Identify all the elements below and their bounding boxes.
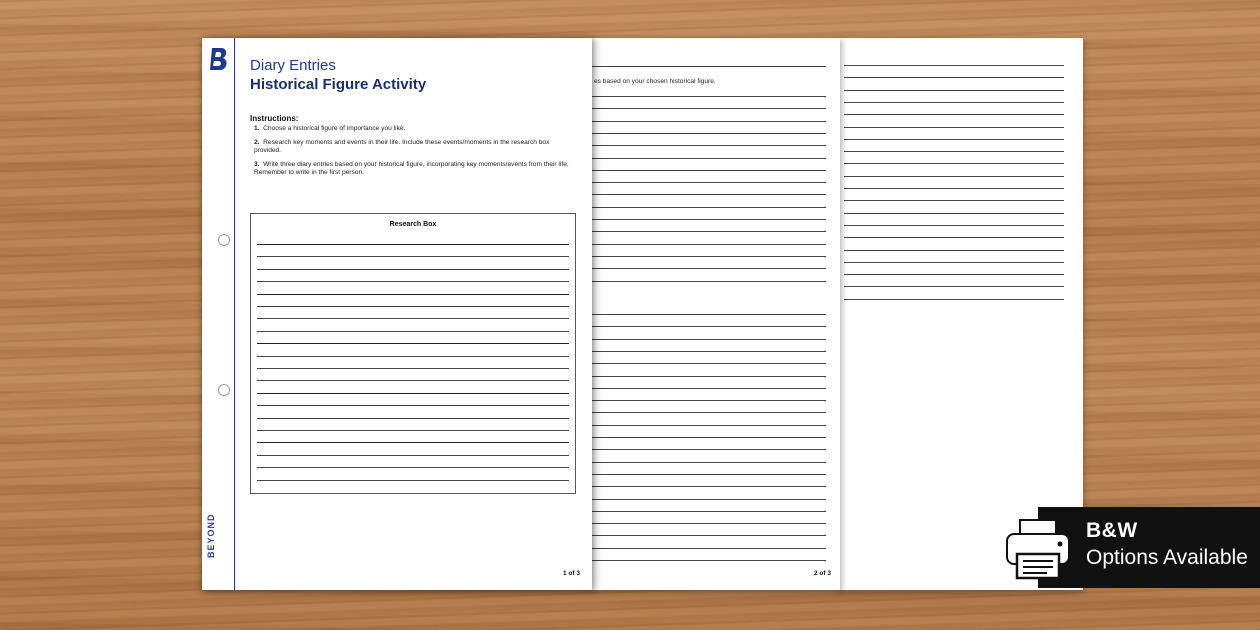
writing-line	[844, 225, 1064, 226]
writing-line	[592, 339, 826, 340]
writing-line	[844, 274, 1064, 275]
writing-line	[592, 170, 826, 171]
writing-line	[257, 393, 569, 394]
writing-line	[592, 548, 826, 549]
research-box-title: Research Box	[389, 221, 437, 228]
instructions-list	[254, 125, 578, 183]
writing-line	[592, 244, 826, 245]
writing-line	[844, 163, 1064, 164]
writing-line	[257, 331, 569, 332]
instructions-heading: Instructions:	[250, 114, 299, 123]
writing-line	[592, 256, 826, 257]
writing-line	[257, 368, 569, 369]
instruction-item: 2. Research key moments and events in their life. Include these events/moments in the research box provided.	[254, 139, 550, 154]
brand-sidebar	[202, 38, 235, 590]
writing-line	[592, 535, 826, 536]
worksheet-title: Historical Figure Activity	[250, 76, 427, 93]
writing-line	[844, 102, 1064, 103]
writing-line	[592, 388, 826, 389]
writing-line	[592, 437, 826, 438]
writing-line	[592, 133, 826, 134]
writing-line	[592, 66, 826, 67]
writing-line	[592, 158, 826, 159]
punch-hole	[218, 234, 230, 246]
writing-line	[592, 376, 826, 377]
page-number: 1 of 3	[563, 570, 580, 577]
writing-line	[257, 455, 569, 456]
writing-line	[592, 231, 826, 232]
writing-line	[844, 114, 1064, 115]
writing-line	[844, 90, 1064, 91]
writing-line	[592, 314, 826, 315]
writing-line	[844, 286, 1064, 287]
beyond-logo-icon	[207, 46, 231, 74]
writing-line	[257, 281, 569, 282]
writing-line	[592, 326, 826, 327]
writing-line	[592, 182, 826, 183]
writing-line	[844, 77, 1064, 78]
writing-line	[844, 188, 1064, 189]
worksheet-page-2	[588, 38, 840, 590]
writing-line	[257, 294, 569, 295]
writing-line	[257, 256, 569, 257]
brand-label: BEYOND	[206, 513, 216, 558]
writing-line	[257, 318, 569, 319]
writing-line	[844, 139, 1064, 140]
writing-line	[257, 480, 569, 481]
writing-line	[592, 121, 826, 122]
writing-line	[592, 96, 826, 97]
writing-line	[592, 449, 826, 450]
worksheet-subtitle: Diary Entries	[250, 57, 336, 74]
writing-line	[257, 343, 569, 344]
writing-line	[844, 237, 1064, 238]
writing-line	[592, 108, 826, 109]
writing-line	[592, 363, 826, 364]
writing-line	[257, 405, 569, 406]
writing-line	[592, 474, 826, 475]
writing-line	[592, 268, 826, 269]
writing-line	[844, 213, 1064, 214]
writing-line	[592, 523, 826, 524]
writing-line	[592, 462, 826, 463]
writing-line	[592, 145, 826, 146]
writing-line	[257, 418, 569, 419]
worksheet-page-1	[202, 38, 592, 590]
writing-line	[592, 560, 826, 561]
partial-instruction-text: es based on your chosen historical figure.	[594, 78, 716, 85]
writing-line	[844, 151, 1064, 152]
instruction-item: 3. Write three diary entries based on your historical figure, incorporating key moments/events from their life. Remember to write in the first person.	[254, 161, 569, 176]
page-number: 2 of 3	[814, 570, 831, 577]
writing-line	[592, 511, 826, 512]
writing-line	[257, 430, 569, 431]
writing-line	[257, 356, 569, 357]
writing-line	[257, 380, 569, 381]
writing-line	[844, 176, 1064, 177]
writing-line	[592, 281, 826, 282]
writing-line	[844, 299, 1064, 300]
writing-line	[592, 499, 826, 500]
punch-hole	[218, 384, 230, 396]
writing-line	[592, 486, 826, 487]
printer-icon	[1003, 518, 1073, 580]
writing-line	[844, 65, 1064, 66]
writing-line	[592, 351, 826, 352]
writing-line	[592, 194, 826, 195]
writing-line	[592, 400, 826, 401]
writing-line	[844, 127, 1064, 128]
writing-line	[844, 200, 1064, 201]
writing-line	[592, 207, 826, 208]
badge-title: B&W	[1086, 519, 1138, 542]
writing-line	[592, 412, 826, 413]
badge-subtitle: Options Available	[1086, 546, 1248, 569]
writing-line	[844, 250, 1064, 251]
writing-line	[592, 425, 826, 426]
writing-line	[844, 262, 1064, 263]
writing-line	[257, 269, 569, 270]
writing-line	[592, 219, 826, 220]
writing-line	[257, 244, 569, 245]
writing-line	[257, 306, 569, 307]
research-box	[250, 213, 576, 494]
writing-line	[257, 467, 569, 468]
instruction-item: 1. Choose a historical figure of importance you like.	[254, 125, 406, 132]
writing-line	[257, 442, 569, 443]
